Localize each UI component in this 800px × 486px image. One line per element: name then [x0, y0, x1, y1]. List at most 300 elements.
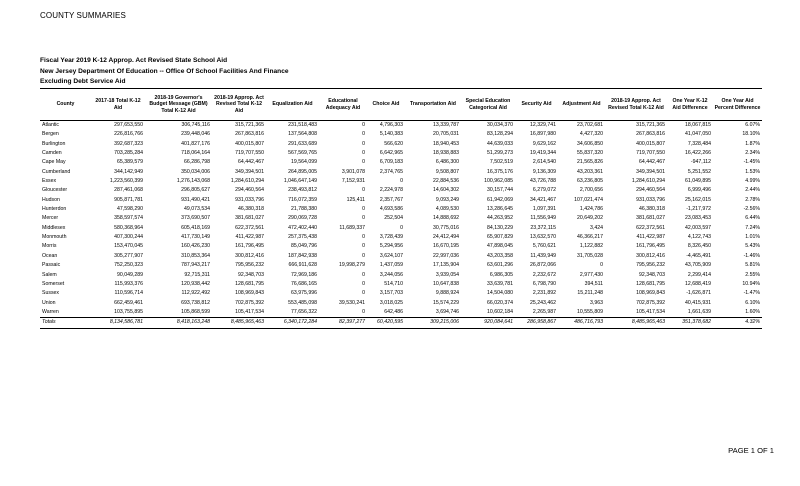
- table-cell: 41,047,050: [685, 131, 711, 138]
- table-cell: 187,842,938: [288, 252, 317, 259]
- table-cell: 160,426,230: [181, 243, 210, 250]
- table-cell: 662,459,461: [114, 299, 143, 306]
- column-header: Choice Aid: [367, 89, 405, 121]
- table-cell: 344,142,949: [114, 168, 143, 175]
- table-cell: 3,157,703: [379, 290, 403, 297]
- table-cell: 110,596,714: [114, 290, 143, 297]
- table-cell: 18,938,883: [433, 150, 459, 157]
- page-footer: PAGE 1 OF 1: [728, 446, 774, 455]
- table-cell: 1.60%: [745, 308, 760, 315]
- table-cell: 0: [362, 159, 365, 166]
- table-cell: 64,442,467: [238, 159, 264, 166]
- table-cell: 20,705,031: [433, 131, 459, 138]
- table-cell: 10.94%: [742, 280, 760, 287]
- table-cell: 400,015,807: [636, 140, 665, 147]
- table-cell: 718,064,164: [181, 150, 210, 157]
- table-cell: 43,705,909: [685, 262, 711, 269]
- table-cell: 257,375,438: [288, 234, 317, 241]
- table-cell: 12,688,419: [685, 280, 711, 287]
- table-cell: 2,299,414: [687, 271, 711, 278]
- table-cell: 12,329,741: [530, 122, 556, 128]
- table-cell: 0: [362, 308, 365, 315]
- table-cell: -1,217,972: [686, 206, 711, 213]
- table-cell: 0: [362, 140, 365, 147]
- table-row: [40, 158, 762, 167]
- table-cell: 350,034,006: [181, 168, 210, 175]
- table-cell: 787,943,217: [181, 262, 210, 269]
- table-cell: 30,775,016: [433, 224, 459, 231]
- table-cell: 300,812,416: [235, 252, 264, 259]
- table-cell: -1,626,871: [686, 290, 711, 297]
- table-cell: 19,419,344: [530, 150, 556, 157]
- table-cell: 7,328,484: [687, 140, 711, 147]
- table-cell: 66,020,374: [487, 299, 513, 306]
- table-cell: 290,069,728: [288, 215, 317, 222]
- table-cell: 19,564,099: [291, 159, 317, 166]
- table-cell: 153,470,045: [114, 243, 143, 250]
- table-cell: 1,122,882: [579, 243, 603, 250]
- table-cell: 39,530,241: [339, 299, 365, 306]
- table-cell: 40,415,931: [685, 299, 711, 306]
- table-cell: -2.56%: [743, 206, 760, 213]
- table-cell: 8,418,163,248: [145, 318, 212, 328]
- table-cell: 31,705,028: [577, 252, 603, 259]
- table-cell: 33,639,781: [487, 280, 513, 287]
- table-cell: 105,417,534: [636, 308, 665, 315]
- table-cell: 5,251,552: [687, 168, 711, 175]
- table-cell: 1,223,560,399: [109, 178, 143, 185]
- table-cell: 2,977,430: [579, 271, 603, 278]
- table-cell: 1,097,391: [532, 206, 556, 213]
- table-row: [40, 168, 762, 177]
- table-cell: 15,574,229: [433, 299, 459, 306]
- table-cell: 905,871,781: [114, 196, 143, 203]
- table-cell: 417,730,149: [181, 234, 210, 241]
- table-cell: 6,986,305: [489, 271, 513, 278]
- table-cell: 8,485,965,463: [212, 318, 266, 328]
- table-cell: 1,276,143,068: [176, 178, 210, 185]
- table-cell: 373,690,507: [181, 215, 210, 222]
- table-row: [40, 130, 762, 139]
- county-name: Hunterdon: [42, 206, 67, 213]
- table-cell: 0: [362, 206, 365, 213]
- table-cell: 3,694,746: [435, 308, 459, 315]
- table-header-row: [40, 89, 762, 121]
- table-cell: 795,956,232: [636, 262, 665, 269]
- table-cell: 226,816,766: [114, 131, 143, 138]
- county-name: Ocean: [42, 252, 58, 259]
- table-cell: 252,504: [384, 215, 403, 222]
- table-cell: 10,602,184: [487, 308, 513, 315]
- table-cell: 605,418,169: [181, 224, 210, 231]
- table-cell: 46,380,318: [238, 206, 264, 213]
- table-row: [40, 205, 762, 214]
- table-cell: 0: [362, 234, 365, 241]
- table-cell: 310,853,364: [181, 252, 210, 259]
- table-cell: 21,565,826: [577, 159, 603, 166]
- table-cell: 125,411: [346, 196, 365, 203]
- table-cell: 20,649,202: [577, 215, 603, 222]
- table-cell: 8,134,586,781: [91, 318, 145, 328]
- table-cell: 43,203,358: [487, 252, 513, 259]
- table-cell: 76,686,165: [291, 280, 317, 287]
- table-row: [40, 196, 762, 205]
- table-cell: 0: [362, 243, 365, 250]
- county-name: Union: [42, 299, 56, 306]
- table-cell: 306,745,116: [181, 122, 210, 128]
- county-name: Sussex: [42, 290, 60, 297]
- table-cell: 120,938,442: [181, 280, 210, 287]
- table-cell: 294,460,564: [235, 187, 264, 194]
- table-row: [40, 224, 762, 233]
- table-cell: 63,236,805: [577, 178, 603, 185]
- table-cell: 16,897,980: [530, 131, 556, 138]
- table-cell: 42,003,597: [685, 224, 711, 231]
- table-cell: 0: [362, 271, 365, 278]
- table-cell: 90,049,289: [117, 271, 143, 278]
- table-cell: 22,997,036: [433, 252, 459, 259]
- table-cell: 0: [600, 262, 603, 269]
- table-cell: 11,556,949: [530, 215, 556, 222]
- table-cell: 0: [362, 280, 365, 287]
- table-cell: 1.87%: [745, 140, 760, 147]
- table-cell: 693,738,812: [181, 299, 210, 306]
- table-cell: 411,422,987: [235, 234, 264, 241]
- table-cell: 43,203,361: [577, 168, 603, 175]
- table-cell: 13,632,570: [530, 234, 556, 241]
- table-cell: 16,375,176: [487, 168, 513, 175]
- table-cell: 407,300,244: [114, 234, 143, 241]
- table-cell: 6,486,300: [435, 159, 459, 166]
- table-cell: 23,372,115: [530, 224, 556, 231]
- table-cell: 1.01%: [745, 234, 760, 241]
- table-cell: 1,661,639: [687, 308, 711, 315]
- table-cell: 296,805,627: [181, 187, 210, 194]
- table-cell: 5.81%: [745, 262, 760, 269]
- column-header: 2018-19 Approp. Act Revised Total K-12 Aid: [605, 89, 667, 121]
- table-cell: 30,034,370: [487, 122, 513, 128]
- table-cell: 286,958,867: [515, 318, 558, 328]
- county-name: Monmouth: [42, 234, 67, 241]
- column-header: One Year K-12 Aid Difference: [667, 89, 713, 121]
- table-cell: 4,089,530: [435, 206, 459, 213]
- table-cell: 3,424: [590, 224, 603, 231]
- table-cell: 83,128,294: [487, 131, 513, 138]
- table-cell: 4.32%: [713, 318, 762, 328]
- table-cell: 14,604,302: [433, 187, 459, 194]
- table-row: [40, 261, 762, 270]
- table-cell: 105,868,599: [181, 308, 210, 315]
- table-cell: 137,564,808: [288, 131, 317, 138]
- table-cell: 264,895,005: [288, 168, 317, 175]
- table-cell: 7,152,931: [341, 178, 365, 185]
- table-cell: 4.99%: [745, 178, 760, 185]
- table-cell: 23,702,681: [577, 122, 603, 128]
- table-cell: 622,372,561: [636, 224, 665, 231]
- county-name: Cape May: [42, 159, 66, 166]
- table-cell: 0: [362, 215, 365, 222]
- table-cell: 10,555,809: [577, 308, 603, 315]
- column-header: Special Education Categorical Aid: [461, 89, 515, 121]
- table-cell: 60,420,595: [367, 318, 405, 328]
- table-cell: 238,493,812: [288, 187, 317, 194]
- table-cell: 46,380,318: [639, 206, 665, 213]
- report-note: Excluding Debt Service Aid: [40, 78, 126, 85]
- totals-row: [40, 318, 762, 328]
- table-cell: 580,368,964: [114, 224, 143, 231]
- table-cell: 3,901,078: [341, 168, 365, 175]
- table-cell: 358,597,574: [114, 215, 143, 222]
- table-cell: 287,461,068: [114, 187, 143, 194]
- table-cell: 128,681,795: [636, 280, 665, 287]
- totals-label: Totals: [40, 318, 91, 328]
- table-cell: 44,639,033: [487, 140, 513, 147]
- table-cell: 2,700,656: [579, 187, 603, 194]
- table-cell: 66,286,798: [184, 159, 210, 166]
- table-cell: 622,372,561: [235, 224, 264, 231]
- table-cell: 401,827,176: [181, 140, 210, 147]
- table-cell: 11,689,337: [339, 224, 365, 231]
- table-cell: 642,486: [384, 308, 403, 315]
- table-cell: 9,508,807: [435, 168, 459, 175]
- table-cell: 931,033,796: [235, 196, 264, 203]
- table-cell: 8,485,965,463: [605, 318, 667, 328]
- table-cell: 17,135,904: [433, 262, 459, 269]
- table-cell: 92,348,703: [238, 271, 264, 278]
- table-cell: 92,715,311: [184, 271, 210, 278]
- table-cell: 300,812,416: [636, 252, 665, 259]
- table-cell: 63,975,996: [291, 290, 317, 297]
- table-cell: 702,875,392: [235, 299, 264, 306]
- column-header: Equalization Aid: [266, 89, 319, 121]
- column-header: Transportation Aid: [405, 89, 461, 121]
- table-cell: 82,397,277: [319, 318, 367, 328]
- table-cell: 0: [362, 187, 365, 194]
- report-titles: [40, 56, 289, 88]
- county-name: Camden: [42, 150, 62, 157]
- table-cell: 472,402,440: [288, 224, 317, 231]
- column-header: Educational Adequacy Aid: [319, 89, 367, 121]
- county-name: Morris: [42, 243, 57, 250]
- table-cell: 716,072,359: [288, 196, 317, 203]
- table-cell: 231,518,483: [288, 122, 317, 128]
- table-cell: 23,083,453: [685, 215, 711, 222]
- table-cell: 108,969,843: [235, 290, 264, 297]
- table-cell: 10,647,838: [433, 280, 459, 287]
- table-cell: 4,693,586: [379, 206, 403, 213]
- table-cell: 100,962,085: [484, 178, 513, 185]
- table-cell: 55,837,320: [577, 150, 603, 157]
- table-cell: 16,670,195: [433, 243, 459, 250]
- table-cell: 309,215,006: [405, 318, 461, 328]
- table-cell: 61,942,069: [487, 196, 513, 203]
- table-cell: 267,863,816: [636, 131, 665, 138]
- table-row: [40, 252, 762, 261]
- table-cell: 16,422,266: [685, 150, 711, 157]
- table-cell: 161,796,495: [636, 243, 665, 250]
- table-cell: 514,710: [384, 280, 403, 287]
- table-cell: 49,073,534: [184, 206, 210, 213]
- table-cell: 6,340,172,284: [266, 318, 319, 328]
- table-cell: 72,969,186: [291, 271, 317, 278]
- table-cell: 4,796,303: [379, 122, 403, 128]
- table-cell: 795,956,232: [235, 262, 264, 269]
- table-cell: 5,140,383: [379, 131, 403, 138]
- table-cell: 2,374,765: [379, 168, 403, 175]
- table-cell: 1,284,610,294: [631, 178, 665, 185]
- table-cell: 1,284,610,294: [230, 178, 264, 185]
- table-cell: 3,963: [590, 299, 603, 306]
- table-cell: 13,286,645: [487, 206, 513, 213]
- table-cell: 0: [362, 131, 365, 138]
- table-cell: 666,911,628: [288, 262, 317, 269]
- table-cell: 3,624,107: [379, 252, 403, 259]
- table-cell: 18,067,815: [685, 122, 711, 128]
- table-cell: 21,788,380: [291, 206, 317, 213]
- table-cell: 103,755,895: [114, 308, 143, 315]
- table-cell: 6,709,183: [379, 159, 403, 166]
- table-row: [40, 214, 762, 223]
- table-cell: 65,389,579: [117, 159, 143, 166]
- table-cell: 14,888,692: [433, 215, 459, 222]
- table-cell: 161,796,495: [235, 243, 264, 250]
- page-header: COUNTY SUMMARIES: [40, 11, 126, 20]
- county-name: Passaic: [42, 262, 61, 269]
- table-cell: 5.43%: [745, 243, 760, 250]
- table-cell: 64,442,467: [639, 159, 665, 166]
- table-cell: 18.10%: [742, 131, 760, 138]
- table-cell: 14,504,080: [487, 290, 513, 297]
- table-cell: 92,348,703: [639, 271, 665, 278]
- table-cell: 486,716,793: [558, 318, 605, 328]
- table-cell: 392,687,323: [114, 140, 143, 147]
- table-cell: 107,021,474: [574, 196, 603, 203]
- table-row: [40, 186, 762, 195]
- table-cell: 9,629,162: [532, 140, 556, 147]
- table-cell: 3,939,054: [435, 271, 459, 278]
- table-cell: 4,427,320: [579, 131, 603, 138]
- table-cell: 25,162,015: [685, 196, 711, 203]
- table-cell: -1.46%: [743, 252, 760, 259]
- table-cell: 2,224,978: [379, 187, 403, 194]
- table-cell: 315,721,365: [636, 122, 665, 128]
- table-cell: 1,046,647,149: [283, 178, 317, 185]
- table-cell: 7,502,519: [489, 159, 513, 166]
- table-cell: 3,244,056: [379, 271, 403, 278]
- table-cell: 0: [362, 150, 365, 157]
- table-cell: 6,798,790: [532, 280, 556, 287]
- table-cell: 267,863,816: [235, 131, 264, 138]
- table-cell: 77,656,322: [291, 308, 317, 315]
- table-cell: 25,243,462: [530, 299, 556, 306]
- table-cell: 9,093,249: [435, 196, 459, 203]
- table-cell: 6.44%: [745, 215, 760, 222]
- table-cell: 0: [400, 178, 403, 185]
- table-cell: 703,285,284: [114, 150, 143, 157]
- county-name: Atlantic: [42, 122, 60, 128]
- column-header: One Year Aid Percent Difference: [713, 89, 762, 121]
- table-cell: 931,033,796: [636, 196, 665, 203]
- column-header: Adjustment Aid: [558, 89, 605, 121]
- table-cell: 34,606,850: [577, 140, 603, 147]
- table-cell: 6.10%: [745, 299, 760, 306]
- table-row: [40, 233, 762, 242]
- table-cell: 47,898,045: [487, 243, 513, 250]
- table-cell: 19,998,279: [339, 262, 365, 269]
- table-cell: 2,614,540: [532, 159, 556, 166]
- table-cell: 349,394,501: [235, 168, 264, 175]
- table-cell: 394,511: [584, 280, 603, 287]
- column-header: Security Aid: [515, 89, 558, 121]
- table-cell: 2,265,987: [532, 308, 556, 315]
- table-cell: 553,485,098: [288, 299, 317, 306]
- table-cell: 315,721,365: [235, 122, 264, 128]
- column-header: 2018-19 Governor's Budget Message (GBM) Total K-12 Aid: [145, 89, 212, 121]
- report-title: Fiscal Year 2019 K-12 Approp. Act Revised State School Aid: [40, 57, 228, 64]
- table-cell: 15,211,248: [577, 290, 603, 297]
- table-row: [40, 121, 762, 131]
- table-row: [40, 299, 762, 308]
- table-cell: 0: [362, 122, 365, 128]
- table-cell: 4,122,743: [687, 234, 711, 241]
- table-row: [40, 289, 762, 298]
- table-cell: 13,339,787: [433, 122, 459, 128]
- county-name: Burlington: [42, 140, 66, 147]
- table-row: [40, 149, 762, 158]
- report-subtitle: New Jersey Department Of Education -- Office Of School Facilities And Finance: [40, 67, 289, 75]
- table-cell: 6,642,965: [379, 150, 403, 157]
- column-header: 2017-18 Total K-12 Aid: [91, 89, 145, 121]
- table-cell: 24,412,494: [433, 234, 459, 241]
- county-name: Cumberland: [42, 168, 71, 175]
- table-cell: 61,049,895: [685, 178, 711, 185]
- county-name: Essex: [42, 178, 57, 185]
- county-name: Warren: [42, 308, 59, 315]
- table-cell: 566,620: [384, 140, 403, 147]
- table-cell: 931,490,421: [181, 196, 210, 203]
- table-cell: 2,231,892: [532, 290, 556, 297]
- table-cell: 18,940,453: [433, 140, 459, 147]
- table-cell: 1,424,786: [579, 206, 603, 213]
- table-cell: 26,872,066: [530, 262, 556, 269]
- table-cell: 1,437,059: [379, 262, 403, 269]
- table-cell: 30,157,744: [487, 187, 513, 194]
- county-name: Hudson: [42, 196, 60, 203]
- table-row: [40, 242, 762, 251]
- table-cell: 381,681,027: [636, 215, 665, 222]
- table-cell: 239,448,046: [181, 131, 210, 138]
- table-cell: 43,726,788: [530, 178, 556, 185]
- table-cell: 305,277,907: [114, 252, 143, 259]
- table-cell: 44,263,952: [487, 215, 513, 222]
- table-cell: 1.53%: [745, 168, 760, 175]
- table-cell: 291,633,689: [288, 140, 317, 147]
- table-cell: 567,569,765: [288, 150, 317, 157]
- table-cell: 63,601,296: [487, 262, 513, 269]
- table-cell: -947,112: [690, 159, 711, 166]
- table-cell: 8,326,450: [687, 243, 711, 250]
- county-name: Middlesex: [42, 224, 66, 231]
- table-cell: 0: [362, 290, 365, 297]
- table-cell: 2.44%: [745, 187, 760, 194]
- table-cell: 3,728,439: [379, 234, 403, 241]
- table-cell: 65,907,829: [487, 234, 513, 241]
- table-cell: 2,232,672: [532, 271, 556, 278]
- county-name: Salem: [42, 271, 57, 278]
- table-cell: 128,681,795: [235, 280, 264, 287]
- table-cell: 9,136,309: [532, 168, 556, 175]
- table-cell: 47,598,290: [117, 206, 143, 213]
